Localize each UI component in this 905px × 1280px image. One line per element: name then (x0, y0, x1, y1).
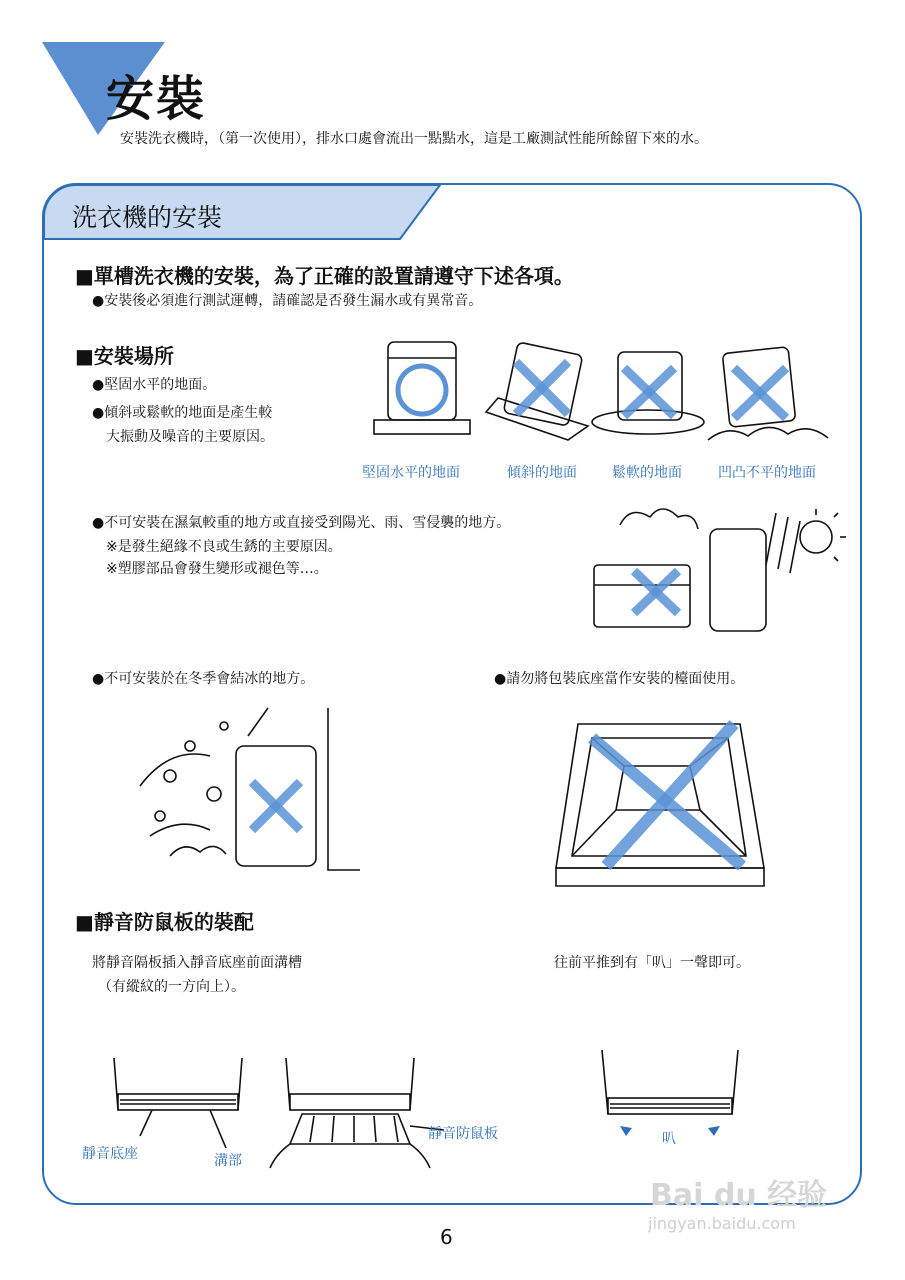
floor-illustrations (368, 328, 838, 450)
location-heading: ■安裝場所 (75, 344, 174, 368)
single-tub-heading: ■單槽洗衣機的安裝，為了正確的設置請遵守下述各項。 (75, 264, 574, 288)
moisture-note-2: ※塑膠部品會發生變形或褪色等…。 (106, 561, 328, 577)
moisture-sun-illustration (580, 495, 850, 645)
washer-soft-floor (592, 352, 704, 434)
page-number: 6 (440, 1225, 453, 1249)
label-silent-base: 靜音底座 (82, 1146, 138, 1162)
step1-text: 將靜音隔板插入靜音底座前面溝槽 (92, 955, 302, 971)
step1-text-cont: （有縱紋的一方向上）。 (98, 979, 245, 995)
test-run-note: ●安裝後必須進行測試運轉，請確認是否發生漏水或有異常音。 (92, 293, 483, 309)
mouse-board-heading: ■靜音防鼠板的裝配 (75, 910, 254, 934)
baidu-watermark: Bai du 经验 (650, 1178, 828, 1213)
bullet-soft-floor: ●傾斜或鬆軟的地面是產生較 (92, 405, 273, 421)
section-title: 洗衣機的安裝 (72, 203, 223, 232)
packing-base-illustration (552, 716, 772, 894)
freezing-illustration (130, 706, 370, 874)
bullet-moisture: ●不可安裝在濕氣較重的地方或直接受到陽光、雨、雪侵襲的地方。 (92, 515, 511, 531)
caption-soft: 鬆軟的地面 (612, 465, 682, 481)
washer-tilted-floor (486, 342, 588, 440)
caption-uneven: 凹凸不平的地面 (718, 465, 816, 481)
bullet-soft-floor-cont: 大振動及噪音的主要原因。 (106, 429, 274, 445)
label-click-sound: 叭 (662, 1131, 676, 1147)
bullet-freezing: ●不可安裝於在冬季會結冰的地方。 (92, 671, 315, 687)
step2-text: 往前平推到有「叭」一聲即可。 (554, 955, 750, 971)
bullet-packing-base: ●請勿將包裝底座當作安裝的檯面使用。 (494, 671, 745, 687)
caption-solid: 堅固水平的地面 (362, 465, 460, 481)
bullet-solid-floor: ●堅固水平的地面。 (92, 377, 217, 393)
baidu-watermark-url: jingyan.baidu.com (648, 1214, 796, 1233)
page-title: 安裝 (106, 71, 207, 127)
washer-solid-floor (374, 342, 470, 434)
label-groove: 溝部 (214, 1153, 242, 1169)
moisture-note-1: ※是發生絕緣不良或生銹的主要原因。 (106, 539, 342, 555)
intro-text: 安裝洗衣機時，（第一次使用），排水口處會流出一點點水，這是工廠測試性能所餘留下來的水。 (120, 131, 708, 147)
label-mouse-board: 靜音防鼠板 (428, 1126, 498, 1142)
washer-uneven-floor (708, 347, 828, 440)
mouse-board-steps (80, 1044, 780, 1174)
caption-tilted: 傾斜的地面 (507, 465, 577, 481)
